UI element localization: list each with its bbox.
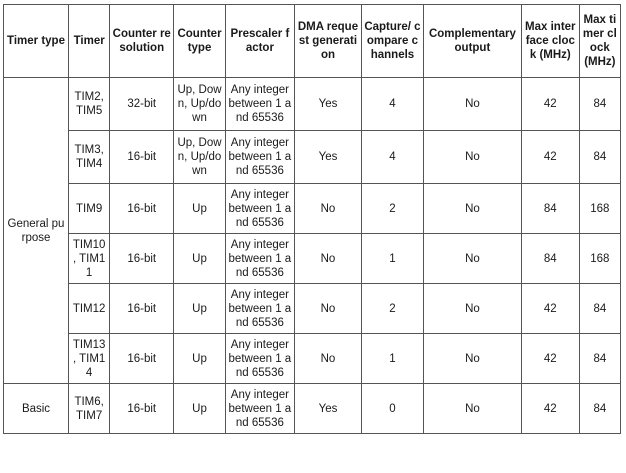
prescaler-cell: Any integer between 1 and 65536 <box>225 234 294 284</box>
timer-features-table <box>3 4 621 434</box>
timer-clock-cell: 84 <box>579 78 620 131</box>
counter-type-cell: Up <box>174 284 226 334</box>
interface-clock-cell: 84 <box>521 184 579 234</box>
prescaler-cell: Any integer between 1 and 65536 <box>225 131 294 184</box>
timer-cell: TIM3, TIM4 <box>69 131 110 184</box>
resolution-cell: 16-bit <box>110 384 174 434</box>
table-row <box>4 334 621 384</box>
channels-cell: 1 <box>362 234 424 284</box>
table-row <box>4 384 621 434</box>
resolution-cell: 16-bit <box>110 131 174 184</box>
complementary-cell: No <box>423 131 521 184</box>
channels-cell: 1 <box>362 334 424 384</box>
timer-clock-cell: 168 <box>579 234 620 284</box>
channels-cell: 2 <box>362 184 424 234</box>
interface-clock-cell: 42 <box>521 284 579 334</box>
counter-type-cell: Up <box>174 384 226 434</box>
timer-clock-cell: 168 <box>579 184 620 234</box>
counter-type-cell: Up <box>174 184 226 234</box>
dma-cell: Yes <box>294 384 361 434</box>
timer-clock-cell: 84 <box>579 334 620 384</box>
timer-cell: TIM2, TIM5 <box>69 78 110 131</box>
header-max-timer-clock: Max timer clock (MHz) <box>579 5 620 78</box>
dma-cell: No <box>294 334 361 384</box>
complementary-cell: No <box>423 184 521 234</box>
table-row <box>4 131 621 184</box>
header-counter-type: Counter type <box>174 5 226 78</box>
timer-cell: TIM6, TIM7 <box>69 384 110 434</box>
resolution-cell: 32-bit <box>110 78 174 131</box>
prescaler-cell: Any integer between 1 and 65536 <box>225 78 294 131</box>
header-counter-resolution: Counter resolution <box>110 5 174 78</box>
dma-cell: No <box>294 234 361 284</box>
prescaler-cell: Any integer between 1 and 65536 <box>225 334 294 384</box>
resolution-cell: 16-bit <box>110 184 174 234</box>
channels-cell: 0 <box>362 384 424 434</box>
table-row <box>4 184 621 234</box>
header-prescaler-factor: Prescaler factor <box>225 5 294 78</box>
header-dma-request: DMA request generation <box>294 5 361 78</box>
dma-cell: Yes <box>294 131 361 184</box>
table-row <box>4 234 621 284</box>
interface-clock-cell: 42 <box>521 384 579 434</box>
timer-cell: TIM10 , TIM11 <box>69 234 110 284</box>
complementary-cell: No <box>423 234 521 284</box>
resolution-cell: 16-bit <box>110 234 174 284</box>
header-complementary-output: Complementary output <box>423 5 521 78</box>
timer-cell: TIM12 <box>69 284 110 334</box>
prescaler-cell: Any integer between 1 and 65536 <box>225 184 294 234</box>
timer-clock-cell: 84 <box>579 131 620 184</box>
header-capture-compare: Capture/ compare channels <box>362 5 424 78</box>
timer-clock-cell: 84 <box>579 284 620 334</box>
header-timer-type: Timer type <box>4 5 69 78</box>
counter-type-cell: Up, Down, Up/down <box>174 78 226 131</box>
table-row <box>4 284 621 334</box>
counter-type-cell: Up <box>174 334 226 384</box>
interface-clock-cell: 84 <box>521 234 579 284</box>
interface-clock-cell: 42 <box>521 78 579 131</box>
dma-cell: No <box>294 284 361 334</box>
dma-cell: No <box>294 184 361 234</box>
channels-cell: 2 <box>362 284 424 334</box>
header-row <box>4 5 621 78</box>
dma-cell: Yes <box>294 78 361 131</box>
complementary-cell: No <box>423 334 521 384</box>
prescaler-cell: Any integer between 1 and 65536 <box>225 284 294 334</box>
timer-cell: TIM13 , TIM14 <box>69 334 110 384</box>
header-timer: Timer <box>69 5 110 78</box>
counter-type-cell: Up <box>174 234 226 284</box>
resolution-cell: 16-bit <box>110 334 174 384</box>
prescaler-cell: Any integer between 1 and 65536 <box>225 384 294 434</box>
timer-type-cell: General purpose <box>4 78 69 384</box>
timer-cell: TIM9 <box>69 184 110 234</box>
counter-type-cell: Up, Down, Up/down <box>174 131 226 184</box>
timer-clock-cell: 84 <box>579 384 620 434</box>
complementary-cell: No <box>423 284 521 334</box>
complementary-cell: No <box>423 384 521 434</box>
interface-clock-cell: 42 <box>521 131 579 184</box>
channels-cell: 4 <box>362 131 424 184</box>
resolution-cell: 16-bit <box>110 284 174 334</box>
timer-type-cell: Basic <box>4 384 69 434</box>
header-max-interface-clock: Max interface clock (MHz) <box>521 5 579 78</box>
interface-clock-cell: 42 <box>521 334 579 384</box>
table-row <box>4 78 621 131</box>
complementary-cell: No <box>423 78 521 131</box>
channels-cell: 4 <box>362 78 424 131</box>
